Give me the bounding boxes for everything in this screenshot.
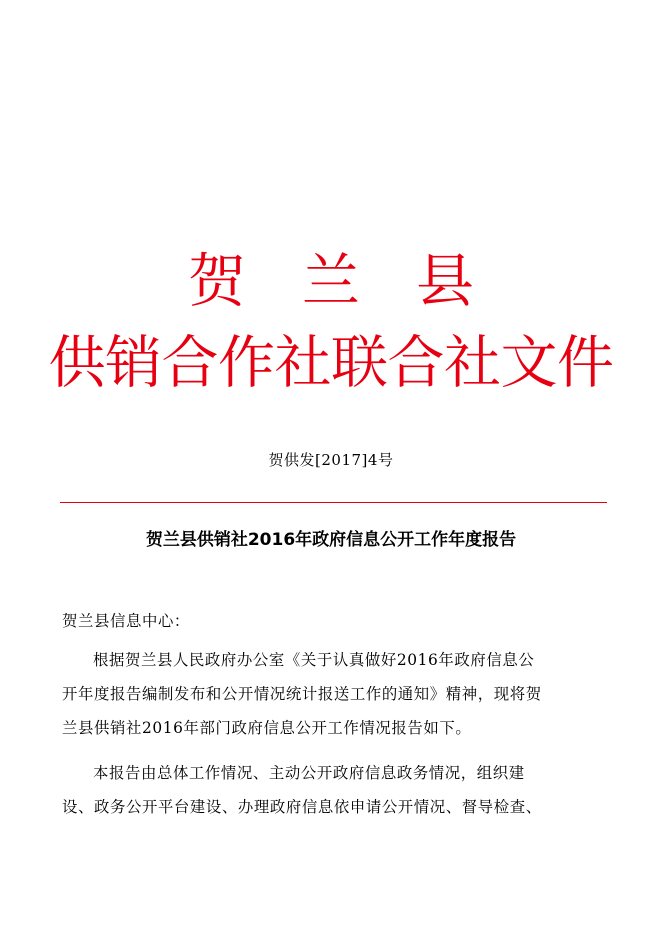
issuer-name-line1: 贺兰县 bbox=[187, 247, 530, 315]
document-number: 贺供发[2017]4号 bbox=[268, 451, 394, 469]
report-title: 贺兰县供销社2016年政府信息公开工作年度报告 bbox=[145, 530, 517, 550]
paragraph-1 bbox=[62, 643, 607, 745]
paragraph-1-line-1: 根据贺兰县人民政府办公室《关于认真做好2016年政府信息公 bbox=[93, 651, 535, 669]
paragraph-2 bbox=[62, 756, 607, 824]
paragraph-1-line-2: 开年度报告编制发布和公开情况统计报送工作的通知》精神，现将贺 bbox=[62, 685, 542, 703]
salutation: 贺兰县信息中心： bbox=[62, 612, 190, 630]
paragraph-1-line-3: 兰县供销社2016年部门政府信息公开工作情况报告如下。 bbox=[62, 719, 472, 737]
paragraph-2-line-2: 设、政务公开平台建设、办理政府信息依申请公开情况、督导检查、 bbox=[62, 798, 542, 816]
paragraph-2-line-1: 本报告由总体工作情况、主动公开政府信息政务情况，组织建 bbox=[93, 764, 525, 782]
red-divider-line bbox=[60, 502, 607, 503]
issuer-name-line2: 供销合作社联合社文件 bbox=[48, 330, 614, 396]
